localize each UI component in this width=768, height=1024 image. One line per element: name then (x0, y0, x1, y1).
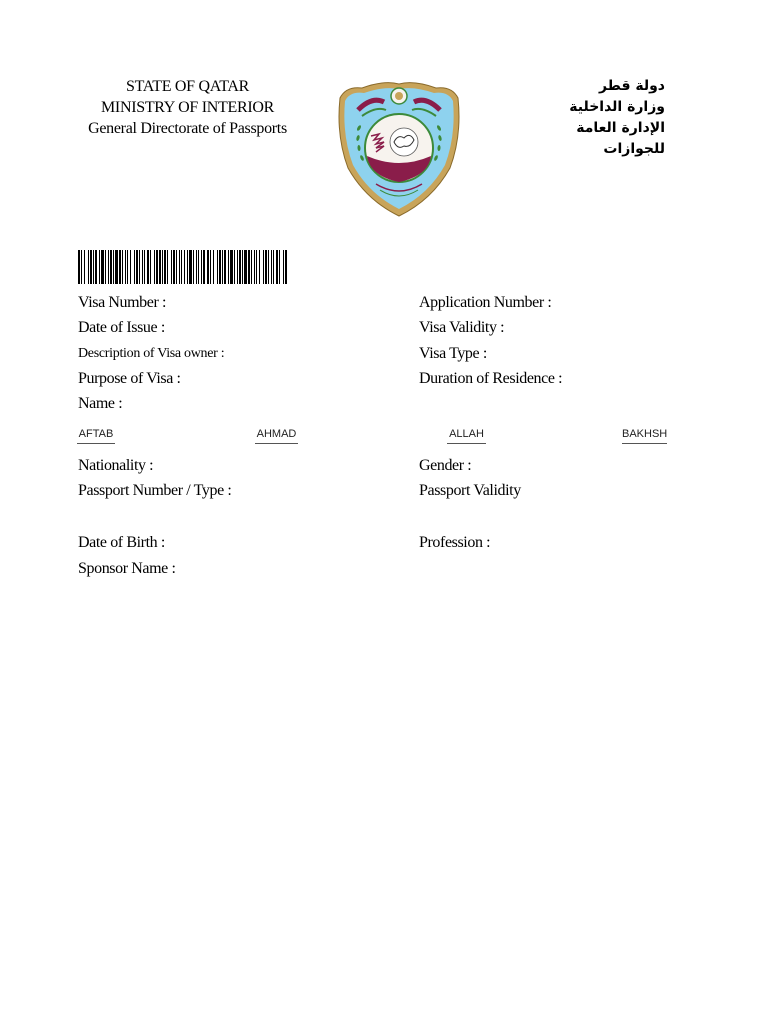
barcode-bar (224, 250, 226, 284)
barcode-bar (156, 250, 158, 284)
label-passport-number-type: Passport Number / Type : (78, 482, 232, 499)
barcode-bar (139, 250, 140, 284)
header-directorate-ar: الإدارة العامة للجوازات (576, 120, 665, 157)
barcode-bar (244, 250, 247, 284)
barcode-bar (248, 250, 250, 284)
barcode-bar (263, 250, 264, 284)
label-passport-validity: Passport Validity (419, 482, 521, 499)
label-date-of-birth: Date of Birth : (78, 534, 165, 551)
barcode-bar (142, 250, 143, 284)
barcode-bar (189, 250, 192, 284)
ministry-emblem-icon (332, 76, 466, 218)
barcode-bar (150, 250, 151, 284)
barcode-bar (154, 250, 155, 284)
barcode-bar (113, 250, 114, 284)
barcode-bar (127, 250, 128, 284)
barcode-bar (159, 250, 161, 284)
label-visa-validity: Visa Validity : (419, 319, 505, 336)
barcode-bar (101, 250, 104, 284)
header-arabic (520, 76, 665, 160)
header-ministry-ar: وزارة الداخلية (569, 99, 665, 115)
barcode-bar (179, 250, 180, 284)
barcode-bar (198, 250, 199, 284)
name-part-second: AHMAD (255, 427, 298, 444)
header-english (70, 76, 305, 139)
label-name: Name : (78, 395, 123, 412)
label-date-of-issue: Date of Issue : (78, 319, 165, 336)
barcode-bar (125, 250, 126, 284)
header-ministry: MINISTRY OF INTERIOR (101, 99, 274, 116)
label-sponsor-name: Sponsor Name : (78, 560, 176, 577)
barcode-bar (115, 250, 118, 284)
barcode-bar (184, 250, 185, 284)
barcode-bar (237, 250, 238, 284)
barcode-bar (239, 250, 241, 284)
barcode-bar (201, 250, 202, 284)
barcode-bar (251, 250, 252, 284)
barcode-bar (203, 250, 205, 284)
barcode-bar (90, 250, 92, 284)
label-nationality: Nationality : (78, 457, 154, 474)
label-duration-of-residence: Duration of Residence : (419, 370, 563, 387)
barcode-bar (136, 250, 138, 284)
barcode-bar (217, 250, 218, 284)
barcode-bar (265, 250, 267, 284)
barcode-bar (176, 250, 177, 284)
barcode-bar (242, 250, 243, 284)
barcode-bar (219, 250, 221, 284)
barcode-bar (147, 250, 149, 284)
barcode-bar (78, 250, 80, 284)
barcode-bar (254, 250, 255, 284)
barcode-bar (119, 250, 121, 284)
barcode-bar (105, 250, 106, 284)
barcode-bar (207, 250, 209, 284)
barcode-bar (222, 250, 223, 284)
label-purpose-of-visa: Purpose of Visa : (78, 370, 181, 387)
barcode-bar (196, 250, 197, 284)
name-part-first: AFTAB (77, 427, 115, 444)
barcode-bar (130, 250, 131, 284)
barcode-bar (187, 250, 188, 284)
barcode-bar (110, 250, 112, 284)
barcode-bar (81, 250, 82, 284)
barcode-bar (167, 250, 168, 284)
header-state: STATE OF QATAR (125, 78, 250, 95)
barcode-bar (84, 250, 85, 284)
barcode-bar (210, 250, 211, 284)
barcode-bar (268, 250, 269, 284)
name-part-third: ALLAH (447, 427, 486, 444)
barcode-bar (162, 250, 163, 284)
barcode-bar (164, 250, 166, 284)
barcode-bar (173, 250, 175, 284)
label-description-of-visa-owner: Description of Visa owner : (78, 346, 225, 361)
barcode-bar (285, 250, 287, 284)
barcode-bar (193, 250, 194, 284)
barcode-bar (99, 250, 100, 284)
barcode-bar (279, 250, 280, 284)
barcode-bar (276, 250, 278, 284)
barcode-bar (271, 250, 272, 284)
barcode-bar (181, 250, 182, 284)
barcode-bar (228, 250, 229, 284)
label-visa-type: Visa Type : (419, 345, 487, 362)
header-directorate: General Directorate of Passports (88, 120, 287, 137)
barcode-bar (122, 250, 123, 284)
header-state-ar: دولة قطر (598, 78, 665, 94)
label-profession: Profession : (419, 534, 491, 551)
name-part-fourth: BAKHSH (622, 427, 667, 444)
barcode-bar (88, 250, 89, 284)
label-application-number: Application Number : (419, 294, 552, 311)
label-visa-number: Visa Number : (78, 294, 167, 311)
barcode-icon (78, 250, 288, 284)
barcode-bar (283, 250, 284, 284)
barcode-bar (95, 250, 97, 284)
barcode-bar (213, 250, 214, 284)
barcode-bar (230, 250, 233, 284)
barcode-bar (134, 250, 135, 284)
barcode-bar (171, 250, 172, 284)
label-gender: Gender : (419, 457, 472, 474)
barcode-bar (259, 250, 260, 284)
barcode-bar (234, 250, 235, 284)
barcode-bar (273, 250, 274, 284)
barcode-bar (256, 250, 257, 284)
barcode-bar (144, 250, 145, 284)
barcode-bar (108, 250, 109, 284)
barcode-bar (93, 250, 94, 284)
